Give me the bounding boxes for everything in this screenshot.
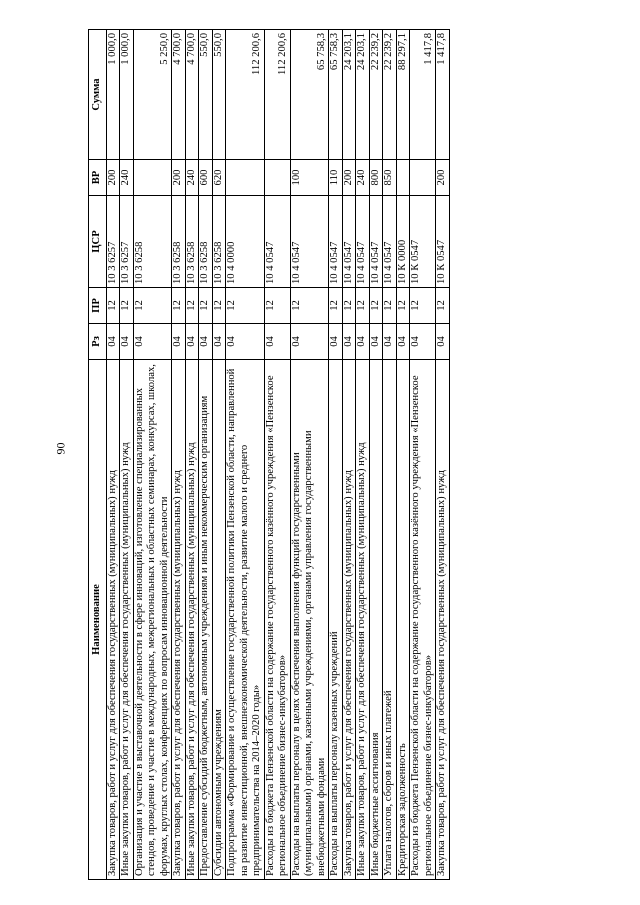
cell-vr: 850 — [383, 160, 397, 196]
table-row — [383, 30, 397, 880]
cell-csr: 10 4 0000 — [226, 196, 265, 288]
cell-sum: 65 758,3 — [329, 30, 343, 160]
header-rz: Рз — [89, 324, 107, 360]
cell-rz: 04 — [290, 324, 329, 360]
cell-vr: 200 — [172, 160, 186, 196]
cell-csr: 10 4 0547 — [329, 196, 343, 288]
cell-sum: 24 203,1 — [356, 30, 370, 160]
cell-pr: 12 — [329, 288, 343, 324]
cell-sum: 88 297,1 — [396, 30, 410, 160]
table-row — [396, 30, 410, 880]
table-row — [120, 30, 134, 880]
cell-csr: 10 К 0547 — [410, 196, 436, 288]
cell-name: Уплата налогов, сборов и иных платежей — [383, 360, 397, 880]
header-sum: Сумма — [89, 30, 107, 160]
cell-csr: 10 К 0547 — [436, 196, 450, 288]
cell-csr: 10 3 6258 — [172, 196, 186, 288]
cell-name: Организация и участие в выставочной деятельности в сфере инноваций, изготовление специализированных стендов, проведение и участие в международных, межрегиональных и областных семинарах, конкурсах, школах, форумах, круглых столах, конференциях по вопросам инновационной деятельности — [133, 360, 172, 880]
cell-csr: 10 3 6258 — [185, 196, 199, 288]
table-row — [356, 30, 370, 880]
cell-csr: 10 3 6258 — [133, 196, 172, 288]
cell-pr: 12 — [133, 288, 172, 324]
cell-name: Закупка товаров, работ и услуг для обеспечения государственных (муниципальных) нужд — [436, 360, 450, 880]
cell-csr: 10 3 6257 — [106, 196, 120, 288]
cell-pr: 12 — [226, 288, 265, 324]
table-header-row — [89, 30, 107, 880]
table-row — [329, 30, 343, 880]
cell-vr: 240 — [185, 160, 199, 196]
cell-rz: 04 — [383, 324, 397, 360]
cell-name: Расходы на выплаты персоналу казенных учреждений — [329, 360, 343, 880]
cell-sum: 24 203,1 — [342, 30, 356, 160]
cell-name: Расходы из бюджета Пензенской области на содержание государственного казённого учреждения «Пензенское региональное объединение бизнес-инкубаторов» — [410, 360, 436, 880]
cell-rz: 04 — [185, 324, 199, 360]
table-row — [212, 30, 226, 880]
table-row — [369, 30, 383, 880]
budget-table — [88, 29, 450, 880]
cell-name: Расходы из бюджета Пензенской области на содержание государственного казённого учреждения «Пензенское региональное объединение бизнес-инкубаторов» — [264, 360, 290, 880]
cell-pr: 12 — [396, 288, 410, 324]
cell-rz: 04 — [264, 324, 290, 360]
cell-rz: 04 — [356, 324, 370, 360]
cell-vr — [133, 160, 172, 196]
header-name: Наименование — [89, 360, 107, 880]
cell-pr: 12 — [106, 288, 120, 324]
cell-vr — [410, 160, 436, 196]
cell-pr: 12 — [264, 288, 290, 324]
table-row — [226, 30, 265, 880]
cell-vr: 110 — [329, 160, 343, 196]
cell-sum: 1 000,0 — [106, 30, 120, 160]
cell-pr: 12 — [383, 288, 397, 324]
cell-sum: 65 758,3 — [290, 30, 329, 160]
cell-vr: 600 — [199, 160, 213, 196]
cell-pr: 12 — [199, 288, 213, 324]
cell-name: Предоставление субсидий бюджетным, автономным учреждениям и иным некоммерческим организациям — [199, 360, 213, 880]
header-csr: ЦСР — [89, 196, 107, 288]
table-row — [264, 30, 290, 880]
cell-csr: 10 3 6258 — [199, 196, 213, 288]
table-row — [290, 30, 329, 880]
table-row — [172, 30, 186, 880]
cell-sum: 1 417,8 — [410, 30, 436, 160]
cell-pr: 12 — [436, 288, 450, 324]
cell-sum: 112 200,6 — [264, 30, 290, 160]
cell-vr — [396, 160, 410, 196]
cell-pr: 12 — [120, 288, 134, 324]
table-row — [185, 30, 199, 880]
table-row — [410, 30, 436, 880]
cell-sum: 22 239,2 — [369, 30, 383, 160]
cell-pr: 12 — [290, 288, 329, 324]
cell-pr: 12 — [356, 288, 370, 324]
cell-csr: 10 4 0547 — [342, 196, 356, 288]
cell-csr: 10 4 0547 — [264, 196, 290, 288]
cell-rz: 04 — [410, 324, 436, 360]
cell-sum: 22 239,2 — [383, 30, 397, 160]
table-row — [133, 30, 172, 880]
cell-pr: 12 — [172, 288, 186, 324]
cell-csr: 10 4 0547 — [383, 196, 397, 288]
cell-name: Подпрограмма «Формирование и осуществление государственной политики Пензенской области, направленной на развитие инвестиционной, внешнеэкономической деятельности, развитие малого и среднего предпринимательства на 2014–2020 годы» — [226, 360, 265, 880]
cell-pr: 12 — [369, 288, 383, 324]
cell-vr: 100 — [290, 160, 329, 196]
cell-sum: 112 200,6 — [226, 30, 265, 160]
cell-csr: 10 4 0547 — [290, 196, 329, 288]
cell-vr: 240 — [120, 160, 134, 196]
cell-pr: 12 — [410, 288, 436, 324]
cell-vr: 200 — [342, 160, 356, 196]
header-pr: ПР — [89, 288, 107, 324]
cell-rz: 04 — [226, 324, 265, 360]
cell-sum: 1 000,0 — [120, 30, 134, 160]
cell-csr: 10 4 0547 — [369, 196, 383, 288]
cell-name: Иные закупки товаров, работ и услуг для обеспечения государственных (муниципальных) нужд — [185, 360, 199, 880]
cell-vr: 620 — [212, 160, 226, 196]
cell-rz: 04 — [120, 324, 134, 360]
cell-vr: 200 — [106, 160, 120, 196]
cell-rz: 04 — [436, 324, 450, 360]
cell-rz: 04 — [199, 324, 213, 360]
cell-sum: 4 700,0 — [172, 30, 186, 160]
cell-name: Закупка товаров, работ и услуг для обеспечения государственных (муниципальных) нужд — [342, 360, 356, 880]
cell-vr: 240 — [356, 160, 370, 196]
cell-pr: 12 — [342, 288, 356, 324]
cell-name: Иные бюджетные ассигнования — [369, 360, 383, 880]
cell-name: Закупка товаров, работ и услуг для обеспечения государственных (муниципальных) нужд — [172, 360, 186, 880]
cell-name: Субсидии автономным учреждениям — [212, 360, 226, 880]
cell-csr: 10 3 6258 — [212, 196, 226, 288]
cell-rz: 04 — [329, 324, 343, 360]
cell-vr — [226, 160, 265, 196]
table-row — [199, 30, 213, 880]
header-vr: ВР — [89, 160, 107, 196]
cell-sum: 550,0 — [199, 30, 213, 160]
cell-sum: 4 700,0 — [185, 30, 199, 160]
cell-sum: 550,0 — [212, 30, 226, 160]
cell-name: Расходы на выплаты персоналу в целях обеспечения выполнения функций государственными (муниципальными) органами, казенными учреждениями, органами управления государственными внебюджетными фондами — [290, 360, 329, 880]
table-row — [436, 30, 450, 880]
cell-vr — [264, 160, 290, 196]
cell-csr: 10 К 0000 — [396, 196, 410, 288]
table-row — [342, 30, 356, 880]
cell-rz: 04 — [212, 324, 226, 360]
cell-csr: 10 3 6257 — [120, 196, 134, 288]
cell-rz: 04 — [396, 324, 410, 360]
cell-sum: 1 417,8 — [436, 30, 450, 160]
cell-rz: 04 — [106, 324, 120, 360]
rotated-page-content — [88, 30, 568, 880]
cell-rz: 04 — [342, 324, 356, 360]
cell-pr: 12 — [212, 288, 226, 324]
cell-name: Закупка товаров, работ и услуг для обеспечения государственных (муниципальных) нужд — [106, 360, 120, 880]
cell-name: Кредиторская задолженность — [396, 360, 410, 880]
cell-vr: 800 — [369, 160, 383, 196]
table-row — [106, 30, 120, 880]
cell-rz: 04 — [172, 324, 186, 360]
page-number: 90 — [53, 442, 68, 455]
cell-name: Иные закупки товаров, работ и услуг для обеспечения государственных (муниципальных) нужд — [356, 360, 370, 880]
cell-vr: 200 — [436, 160, 450, 196]
cell-rz: 04 — [369, 324, 383, 360]
cell-name: Иные закупки товаров, работ и услуг для обеспечения государственных (муниципальных) нужд — [120, 360, 134, 880]
cell-pr: 12 — [185, 288, 199, 324]
cell-csr: 10 4 0547 — [356, 196, 370, 288]
cell-rz: 04 — [133, 324, 172, 360]
cell-sum: 5 250,0 — [133, 30, 172, 160]
